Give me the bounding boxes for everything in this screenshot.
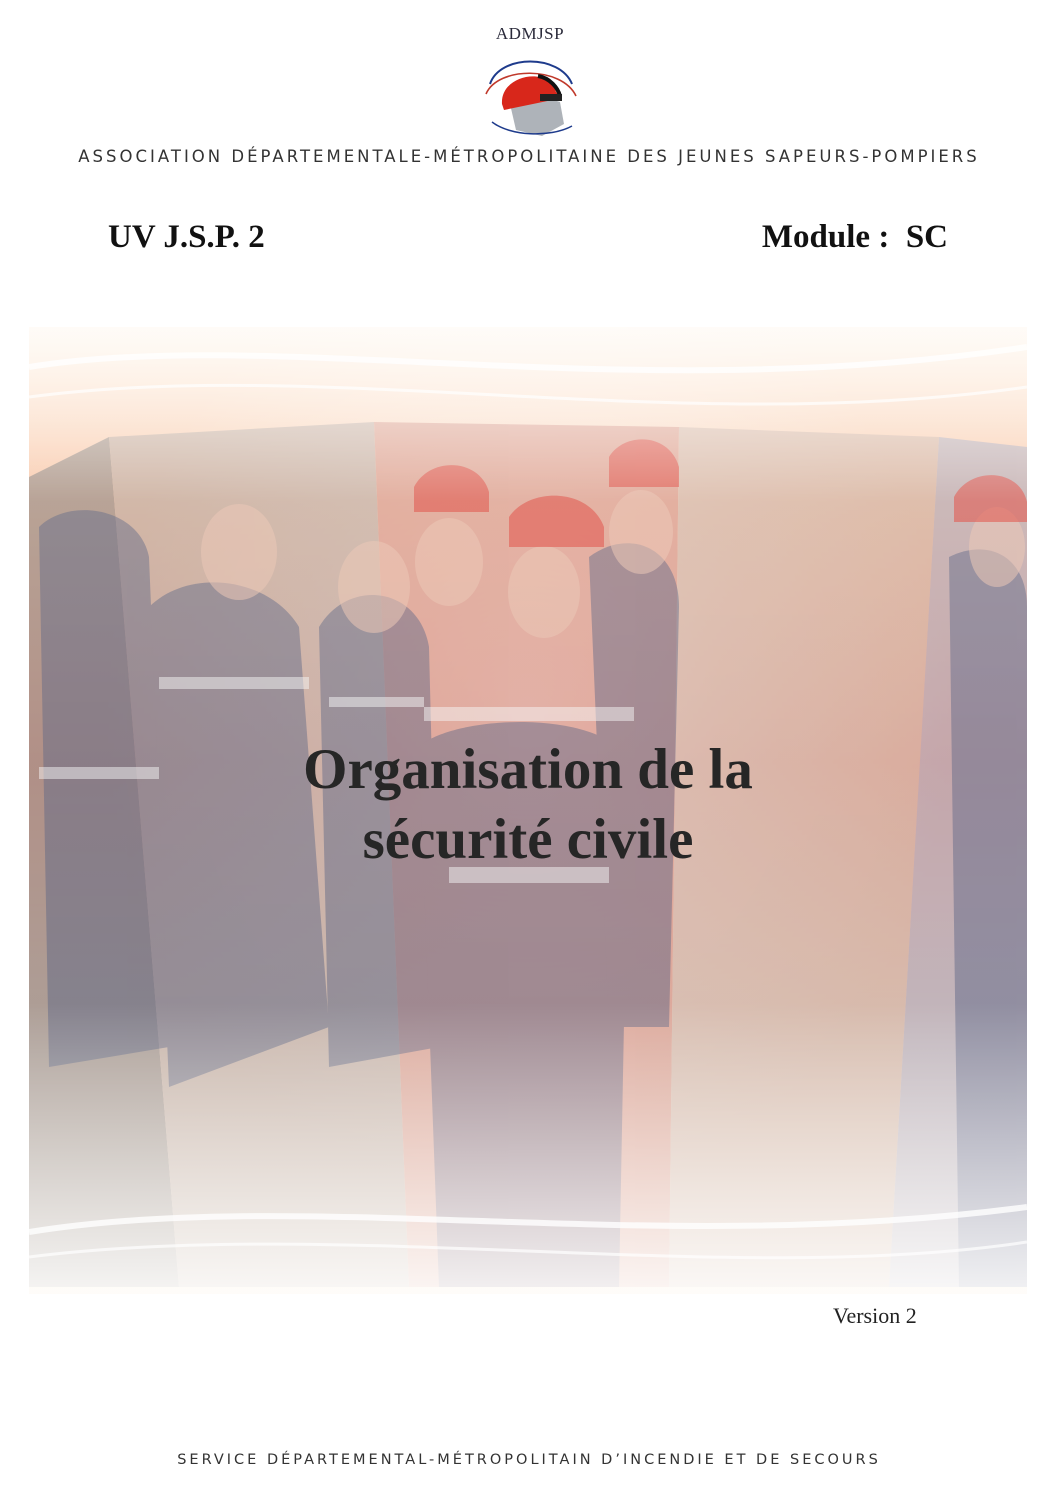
cover-title xyxy=(29,735,1027,875)
uv-label: UV J.S.P. 2 xyxy=(108,219,265,255)
service-name: SERVICE DÉPARTEMENTAL-MÉTROPOLITAIN D’INCENDIE ET DE SECOURS xyxy=(177,1452,881,1468)
cover-title-line-1: Organisation de la xyxy=(303,738,753,801)
logo-text: ADMJSP xyxy=(495,24,565,43)
version-label: Version 2 xyxy=(833,1303,917,1328)
cover-image xyxy=(29,327,1027,1294)
cover-title-line-2: sécurité civile xyxy=(362,808,694,871)
admjsp-logo xyxy=(476,24,584,142)
module-label: Module : SC xyxy=(761,219,948,255)
association-name: ASSOCIATION DÉPARTEMENTALE-MÉTROPOLITAINE DES JEUNES SAPEURS-POMPIERS xyxy=(78,147,980,166)
fire-helmet-logo-icon xyxy=(480,44,580,140)
